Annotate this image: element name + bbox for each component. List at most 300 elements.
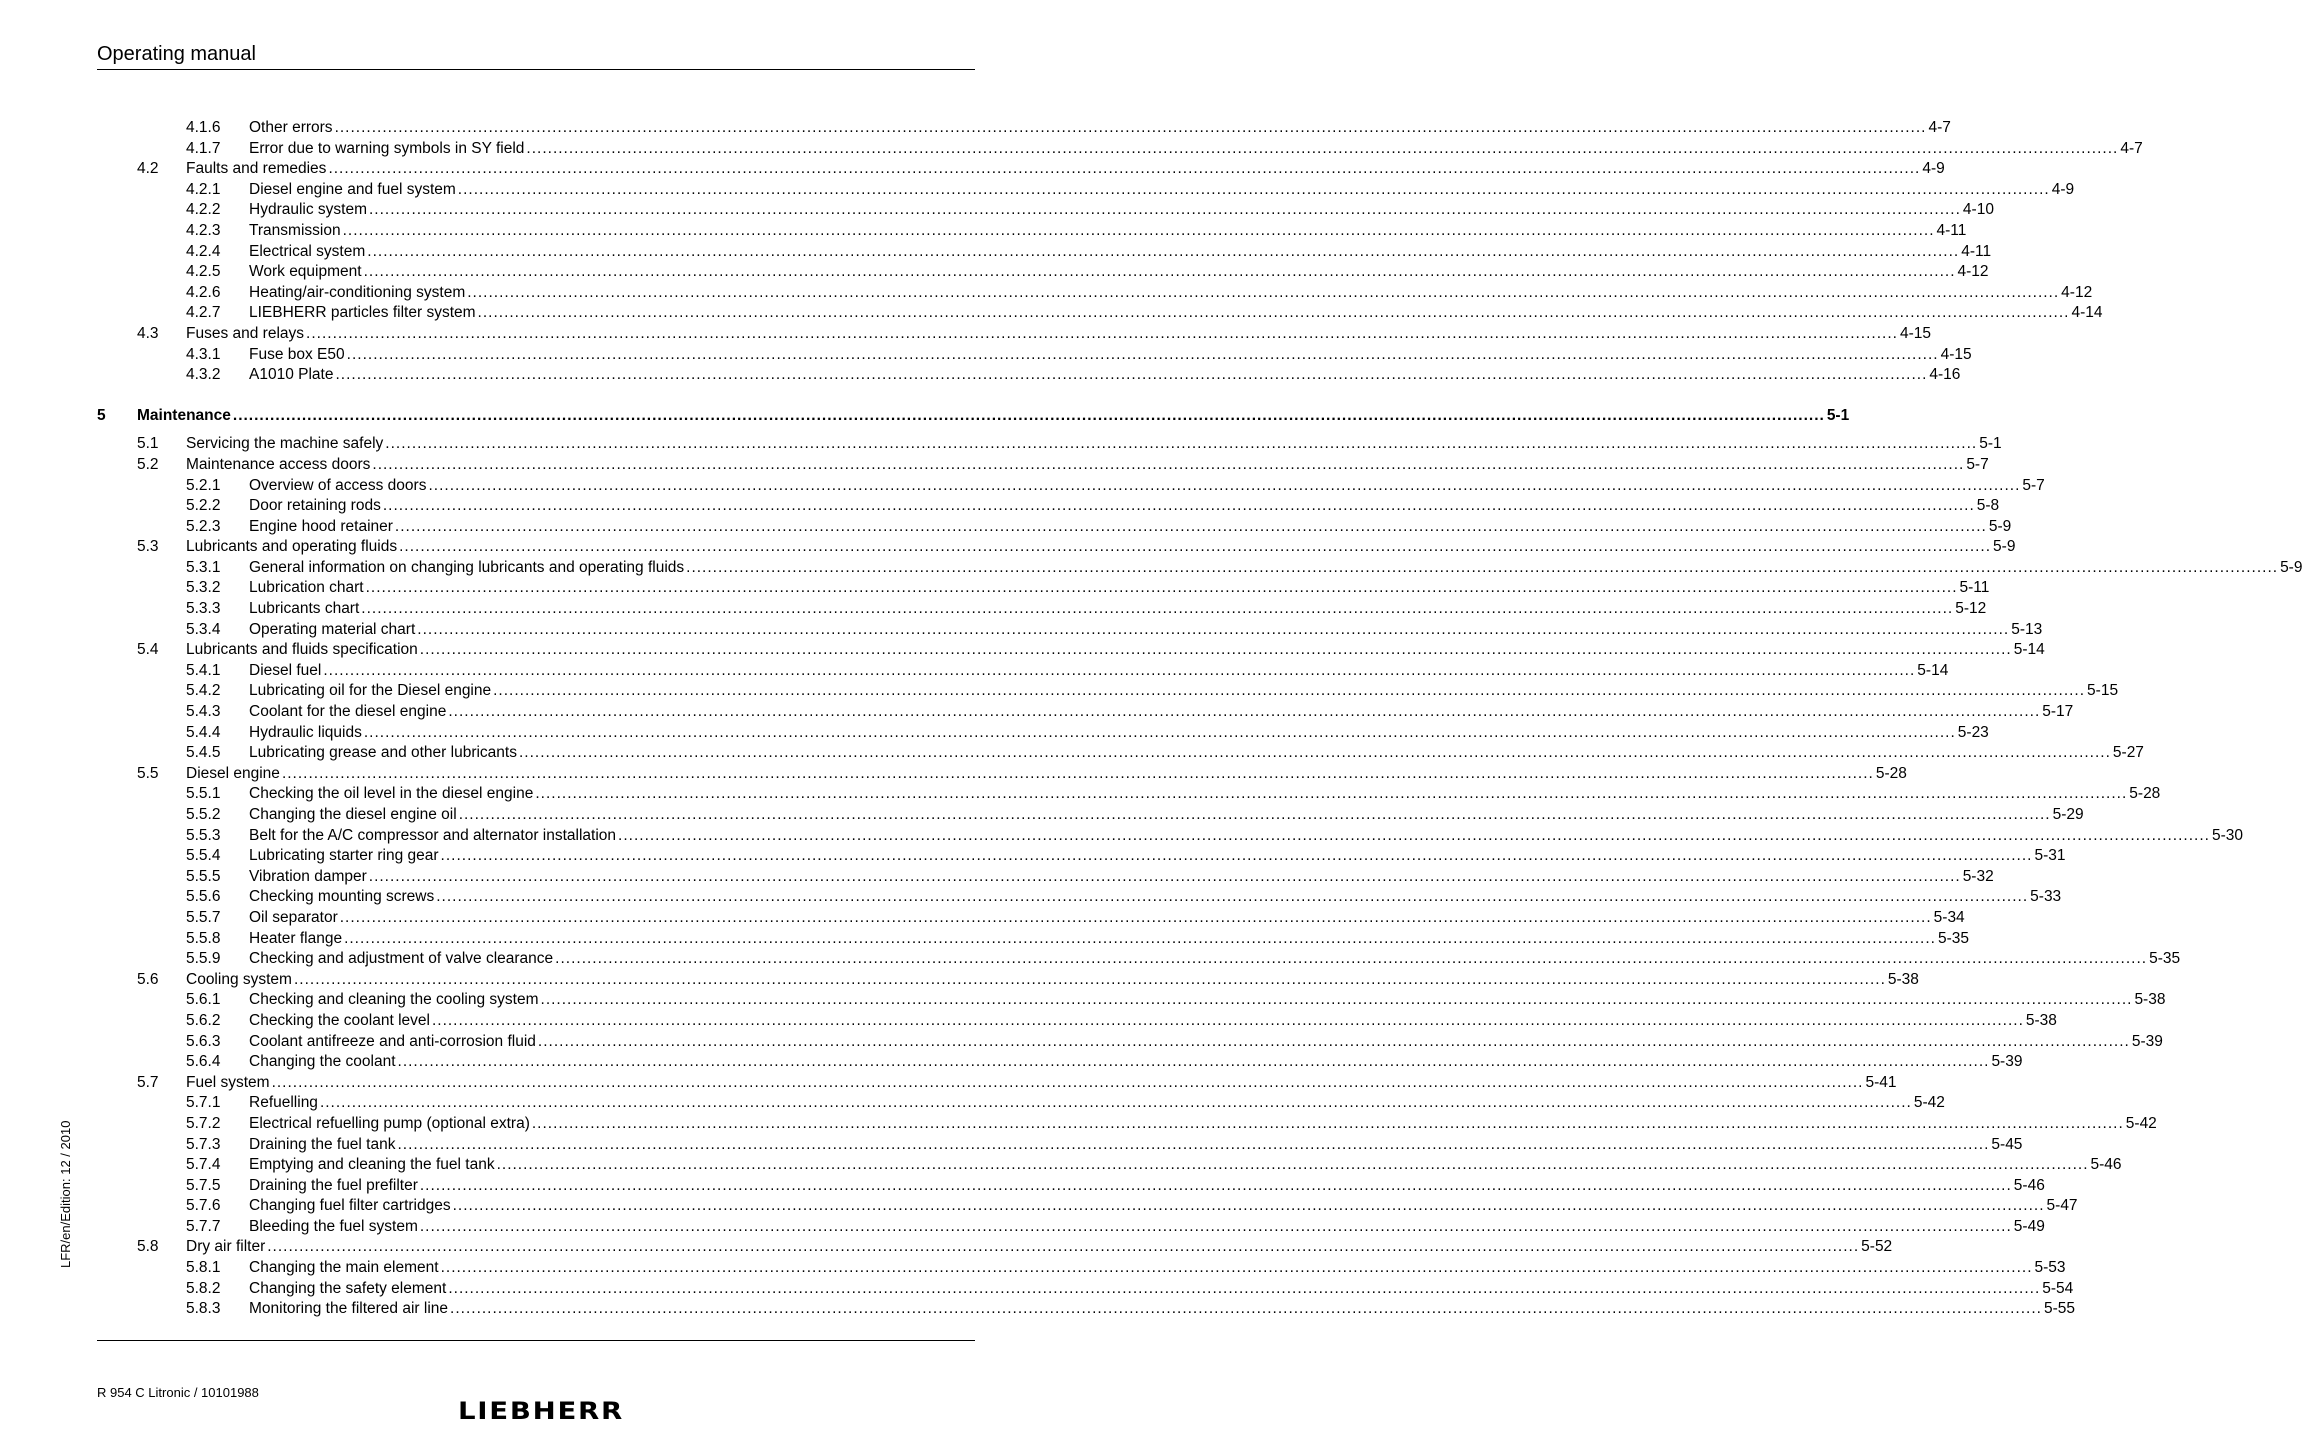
- toc-entry-title: Hydraulic liquids: [249, 723, 362, 741]
- toc-entry-page: 4-11: [1961, 242, 1992, 260]
- toc-entry[interactable]: [97, 180, 2075, 201]
- toc-entry-page: 5-54: [2042, 1279, 2074, 1297]
- toc-entry[interactable]: [97, 681, 2119, 702]
- toc-entry-page: 5-29: [2052, 806, 2084, 823]
- toc-entry-title: Checking and cleaning the cooling system: [249, 991, 539, 1009]
- toc-entry-title: Heating/air-conditioning system: [249, 283, 466, 301]
- dot-leader: ............................................................................................................................................................................................................................................................................................................: [448, 703, 2041, 721]
- toc-entry-page: 5-46: [2090, 1156, 2122, 1174]
- toc-entry-number: 4.3: [137, 324, 159, 342]
- toc-entry-title: Lubricants chart: [249, 600, 360, 618]
- toc-entry[interactable]: [97, 970, 1919, 991]
- dot-leader: ............................................................................................................................................................................................................................................................................................................: [686, 558, 2279, 576]
- toc-entry-title: Checking mounting screws: [249, 888, 435, 906]
- toc-entry-page: 4-14: [2071, 304, 2103, 322]
- toc-entry-title: Dry air filter: [186, 1238, 266, 1256]
- toc-entry-page: 5-7: [2022, 476, 2045, 494]
- toc-entry-leader: [249, 1279, 2074, 1300]
- toc-entry-title: Operating material chart: [249, 620, 416, 638]
- dot-leader: ............................................................................................................................................................................................................................................................................................................: [323, 661, 1916, 679]
- toc-entry[interactable]: [97, 661, 1949, 682]
- toc-entry[interactable]: [97, 990, 2166, 1011]
- toc-entry-title: Coolant antifreeze and anti-corrosion fluid: [249, 1032, 536, 1050]
- toc-entry-page: 5-7: [1966, 455, 1989, 473]
- toc-entry-leader: [249, 1093, 1945, 1114]
- dot-leader: ............................................................................................................................................................................................................................................................................................................: [419, 1176, 2012, 1194]
- toc-entry-title: Changing fuel filter cartridges: [249, 1197, 451, 1215]
- toc-entry-title: Changing the coolant: [249, 1053, 396, 1071]
- toc-entry-page: 5-1: [1826, 406, 1850, 424]
- toc-entry[interactable]: [97, 345, 1972, 366]
- toc-entry-page: 5-11: [1959, 579, 1990, 597]
- dot-leader: ............................................................................................................................................................................................................................................................................................................: [458, 806, 2051, 823]
- toc-entry-page: 5-28: [1875, 764, 1907, 782]
- edition-label: LFR/en/Edition: 12 / 2010: [58, 1120, 73, 1268]
- toc-entry-page: 5-34: [1933, 908, 1965, 926]
- toc-entry-leader: [249, 949, 2181, 970]
- toc-entry-page: 5-45: [1991, 1135, 2023, 1153]
- toc-entry-title: Lubricants and operating fluids: [186, 538, 398, 556]
- dot-leader: ............................................................................................................................................................................................................................................................................................................: [399, 538, 1992, 556]
- toc-entry[interactable]: [97, 578, 1990, 599]
- dot-leader: ............................................................................................................................................................................................................................................................................................................: [306, 324, 1898, 342]
- toc-entry-leader: [249, 1196, 2078, 1217]
- toc-entry[interactable]: [97, 805, 2084, 826]
- toc-entry-leader: [249, 929, 1970, 950]
- toc-entry-leader: [249, 743, 2144, 764]
- toc-entry-page: 5-55: [2043, 1300, 2075, 1318]
- toc-entry-number: 4.1.6: [186, 119, 221, 136]
- toc-entry[interactable]: [97, 949, 2181, 970]
- toc-entry-number: 4.2.3: [186, 221, 221, 239]
- dot-leader: ............................................................................................................................................................................................................................................................................................................: [339, 908, 1932, 926]
- toc-entry-title: Belt for the A/C compressor and alternator installation: [249, 826, 617, 844]
- toc-entry-page: 5-53: [2034, 1259, 2066, 1277]
- dot-leader: ............................................................................................................................................................................................................................................................................................................: [436, 888, 2029, 906]
- toc-entry-title: Checking and adjustment of valve clearance: [249, 950, 554, 968]
- dot-leader: ............................................................................................................................................................................................................................................................................................................: [477, 304, 2070, 322]
- toc-entry-title: Diesel fuel: [249, 661, 322, 679]
- toc-entry-title: Emptying and cleaning the fuel tank: [249, 1156, 495, 1174]
- dot-leader: ............................................................................................................................................................................................................................................................................................................: [328, 160, 1921, 178]
- toc-entry-title: General information on changing lubricants and operating fluids: [249, 558, 685, 576]
- toc-entry-page: 4-10: [1962, 201, 1994, 219]
- dot-leader: ............................................................................................................................................................................................................................................................................................................: [319, 1094, 1912, 1112]
- toc-entry[interactable]: [97, 764, 1907, 785]
- toc-entry[interactable]: [97, 159, 1945, 180]
- toc-entry[interactable]: [97, 599, 1987, 620]
- toc-entry-leader: [249, 846, 2066, 867]
- toc-entry-title: Heater flange: [249, 929, 343, 947]
- toc-entry-leader: [186, 640, 2045, 661]
- toc-entry-page: 5-9: [1993, 538, 2016, 556]
- dot-leader: ............................................................................................................................................................................................................................................................................................................: [346, 345, 1939, 363]
- toc-entry-page: 5-1: [1979, 435, 2002, 453]
- toc-entry-number: 5.6: [137, 970, 159, 988]
- toc-entry-number: 5.4.5: [186, 744, 221, 762]
- toc-entry-page: 5-30: [2211, 826, 2243, 844]
- toc-chapter-entry[interactable]: [97, 406, 1850, 427]
- toc-entry-page: 4-15: [1940, 345, 1972, 363]
- toc-entry[interactable]: [97, 1073, 1897, 1094]
- toc-entry-title: Cooling system: [186, 970, 292, 988]
- toc-entry-page: 4-7: [2120, 139, 2143, 157]
- toc-entry[interactable]: [97, 1258, 2066, 1279]
- toc-entry-number: 4.1.7: [186, 139, 221, 157]
- toc-entry-page: 5-38: [2025, 1011, 2057, 1029]
- toc-entry[interactable]: [97, 1299, 2075, 1320]
- dot-leader: ............................................................................................................................................................................................................................................................................................................: [367, 242, 1960, 260]
- toc-entry-leader: [249, 200, 1994, 221]
- toc-entry-title: Diesel engine and fuel system: [249, 180, 456, 198]
- toc-entry-number: 5.3: [137, 538, 159, 556]
- dot-leader: ............................................................................................................................................................................................................................................................................................................: [369, 201, 1961, 219]
- toc-entry-page: 5-9: [1988, 517, 2012, 535]
- toc-entry-leader: [249, 221, 1967, 242]
- toc-entry-leader: [249, 1258, 2066, 1279]
- dot-leader: ............................................................................................................................................................................................................................................................................................................: [385, 435, 1978, 453]
- toc-entry-number: 5.5.2: [186, 806, 221, 823]
- toc-entry[interactable]: [97, 434, 2002, 455]
- dot-leader: ............................................................................................................................................................................................................................................................................................................: [397, 1053, 1990, 1071]
- toc-entry[interactable]: [97, 702, 2074, 723]
- toc-entry-title: LIEBHERR particles filter system: [249, 304, 476, 322]
- toc-entry-leader: [186, 324, 1931, 345]
- toc-entry-leader: [249, 1011, 2057, 1032]
- toc-entry-number: 5.3.4: [186, 620, 221, 638]
- toc-entry-number: 5.3.2: [186, 579, 221, 597]
- toc-entry-page: 5-46: [2013, 1176, 2045, 1194]
- toc-entry-title: Overview of access doors: [249, 476, 427, 494]
- toc-entry-number: 4.2.2: [186, 201, 221, 219]
- toc-entry-number: 5.5.5: [186, 867, 221, 885]
- toc-entry-title: Bleeding the fuel system: [249, 1217, 418, 1235]
- toc-entry[interactable]: [97, 1279, 2074, 1300]
- dot-leader: ............................................................................................................................................................................................................................................................................................................: [531, 1114, 2124, 1132]
- toc-entry-page: 5-13: [2011, 620, 2043, 638]
- toc-entry[interactable]: [97, 496, 2000, 517]
- toc-entry[interactable]: [97, 139, 2143, 160]
- toc-entry-title: Diesel engine: [186, 764, 280, 782]
- dot-leader: ............................................................................................................................................................................................................................................................................................................: [452, 1197, 2045, 1215]
- dot-leader: ............................................................................................................................................................................................................................................................................................................: [419, 1217, 2012, 1235]
- toc-entry[interactable]: [97, 640, 2045, 661]
- toc-entry-page: 5-38: [2134, 991, 2166, 1009]
- toc-entry-page: 4-12: [2061, 283, 2093, 301]
- toc-entry-number: 5.2.2: [186, 497, 221, 515]
- toc-entry[interactable]: [97, 200, 1994, 221]
- toc-entry-leader: [249, 702, 2074, 723]
- toc-entry-leader: [249, 887, 2062, 908]
- toc-entry[interactable]: [97, 303, 2103, 324]
- toc-entry-leader: [249, 1217, 2045, 1238]
- toc-entry[interactable]: [97, 262, 1989, 283]
- toc-entry-page: 5-42: [1913, 1094, 1945, 1112]
- toc-entry-number: 5.4: [137, 641, 159, 659]
- toc-entry-number: 5.7: [137, 1073, 159, 1091]
- toc-entry[interactable]: [97, 908, 1965, 929]
- toc-entry-number: 5.6.3: [186, 1032, 221, 1050]
- toc-entry-title: Fuse box E50: [249, 345, 345, 363]
- dot-leader: ............................................................................................................................................................................................................................................................................................................: [555, 950, 2148, 968]
- toc-entry-number: 5.5.8: [186, 929, 221, 947]
- toc-entry-leader: [249, 1176, 2045, 1197]
- toc-entry-page: 5-42: [2125, 1114, 2157, 1132]
- toc-entry[interactable]: [97, 620, 2043, 641]
- dot-leader: ............................................................................................................................................................................................................................................................................................................: [335, 366, 1928, 384]
- toc-entry-title: A1010 Plate: [249, 366, 334, 384]
- toc-entry-number: 5.8.2: [186, 1279, 221, 1297]
- dot-leader: ............................................................................................................................................................................................................................................................................................................: [440, 847, 2033, 865]
- dot-leader: ............................................................................................................................................................................................................................................................................................................: [267, 1238, 1860, 1256]
- toc-entry-title: Servicing the machine safely: [186, 435, 384, 453]
- dot-leader: ............................................................................................................................................................................................................................................................................................................: [281, 764, 1874, 782]
- toc-entry-number: 5.8.1: [186, 1259, 221, 1277]
- toc-entry-leader: [249, 345, 1972, 366]
- toc-entry-number: 5.7.2: [186, 1114, 221, 1132]
- dot-leader: ............................................................................................................................................................................................................................................................................................................: [457, 180, 2050, 198]
- toc-entry[interactable]: [97, 537, 2016, 558]
- dot-leader: ............................................................................................................................................................................................................................................................................................................: [368, 867, 1961, 885]
- toc-entry-number: 5.5.7: [186, 908, 221, 926]
- toc-entry[interactable]: [97, 1196, 2078, 1217]
- toc-entry-title: Lubricating oil for the Diesel engine: [249, 682, 492, 700]
- toc-entry-leader: [249, 1052, 2023, 1073]
- toc-entry-number: 5.2: [137, 455, 159, 473]
- toc-entry-page: 4-15: [1899, 324, 1931, 342]
- bottom-rule: [97, 1340, 975, 1341]
- toc-entry-leader: [249, 1032, 2163, 1053]
- dot-leader: ............................................................................................................................................................................................................................................................................................................: [394, 517, 1987, 535]
- toc-entry-number: 5.5.4: [186, 847, 221, 865]
- toc-entry-number: 5.7.7: [186, 1217, 221, 1235]
- liebherr-logo: LIEBHERR: [458, 1397, 625, 1425]
- toc-entry-title: Checking the coolant level: [249, 1011, 430, 1029]
- toc-entry-leader: [186, 434, 2002, 455]
- toc-entry-leader: [249, 262, 1989, 283]
- toc-entry-leader: [249, 599, 1987, 620]
- toc-entry-title: Changing the diesel engine oil: [249, 806, 457, 823]
- toc-entry[interactable]: [97, 118, 1951, 139]
- dot-leader: ............................................................................................................................................................................................................................................................................................................: [431, 1011, 2024, 1029]
- toc-entry[interactable]: [97, 1114, 2157, 1135]
- toc-entry-page: 5-33: [2030, 888, 2062, 906]
- toc-entry-page: 5-49: [2013, 1217, 2045, 1235]
- toc-entry[interactable]: [97, 1011, 2057, 1032]
- dot-leader: ............................................................................................................................................................................................................................................................................................................: [526, 139, 2119, 157]
- toc-entry-title: Work equipment: [249, 263, 362, 281]
- toc-entry-number: 5.5.3: [186, 826, 221, 844]
- toc-entry-title: Lubricating starter ring gear: [249, 847, 439, 865]
- toc-entry[interactable]: [97, 867, 1994, 888]
- toc-entry-leader: [249, 784, 2161, 805]
- toc-entry[interactable]: [97, 476, 2045, 497]
- toc-entry-leader: [249, 990, 2166, 1011]
- toc-entry-page: 5-32: [1962, 867, 1994, 885]
- dot-leader: ............................................................................................................................................................................................................................................................................................................: [293, 970, 1886, 988]
- toc-entry-title: Error due to warning symbols in SY field: [249, 139, 525, 157]
- toc-entry-number: 5: [97, 406, 106, 424]
- toc-entry[interactable]: [97, 1155, 2122, 1176]
- toc-entry-page: 4-7: [1928, 119, 1951, 136]
- toc-entry[interactable]: [97, 221, 1967, 242]
- toc-entry-page: 5-17: [2042, 703, 2074, 721]
- toc-entry-leader: [186, 1073, 1897, 1094]
- toc-entry-leader: [249, 242, 1992, 263]
- toc-entry-number: 4.2: [137, 160, 159, 178]
- toc-entry[interactable]: [97, 784, 2161, 805]
- toc-entry[interactable]: [97, 1176, 2045, 1197]
- dot-leader: ............................................................................................................................................................................................................................................................................................................: [363, 723, 1956, 741]
- toc-entry-page: 4-9: [2051, 180, 2075, 198]
- toc-entry-number: 5.2.3: [186, 517, 221, 535]
- document-reference: R 954 C Litronic / 10101988: [97, 1385, 259, 1400]
- toc-entry[interactable]: [97, 1052, 2023, 1073]
- toc-entry[interactable]: [97, 1093, 1945, 1114]
- toc-entry-page: 5-15: [2087, 682, 2119, 700]
- toc-entry-leader: [249, 826, 2243, 847]
- dot-leader: ............................................................................................................................................................................................................................................................................................................: [419, 641, 2012, 659]
- dot-leader: ............................................................................................................................................................................................................................................................................................................: [440, 1259, 2033, 1277]
- toc-entry-title: Lubricants and fluids specification: [186, 641, 418, 659]
- toc-entry-page: 5-27: [2112, 744, 2144, 762]
- dot-leader: ............................................................................................................................................................................................................................................................................................................: [365, 579, 1958, 597]
- dot-leader: ............................................................................................................................................................................................................................................................................................................: [467, 283, 2060, 301]
- header-rule: [97, 69, 975, 70]
- toc-entry[interactable]: [97, 1135, 2023, 1156]
- dot-leader: ............................................................................................................................................................................................................................................................................................................: [361, 600, 1954, 618]
- dot-leader: ............................................................................................................................................................................................................................................................................................................: [537, 1032, 2130, 1050]
- dot-leader: ............................................................................................................................................................................................................................................................................................................: [232, 406, 1825, 424]
- toc-entry[interactable]: [97, 558, 2302, 579]
- toc-entry-page: 5-39: [2131, 1032, 2163, 1050]
- toc-entry-title: Maintenance: [137, 406, 231, 424]
- toc-entry-title: Changing the safety element: [249, 1279, 447, 1297]
- toc-entry[interactable]: [97, 723, 1989, 744]
- toc-entry-leader: [249, 283, 2093, 304]
- toc-entry-number: 5.7.4: [186, 1156, 221, 1174]
- toc-entry-title: Engine hood retainer: [249, 517, 393, 535]
- toc-entry-title: Draining the fuel tank: [249, 1135, 396, 1153]
- toc-entry-title: Lubricating grease and other lubricants: [249, 744, 517, 762]
- toc-entry-page: 4-11: [1936, 221, 1967, 239]
- toc-entry-number: 5.7.5: [186, 1176, 221, 1194]
- toc-entry[interactable]: [97, 324, 1931, 345]
- toc-entry-title: Checking the oil level in the diesel engine: [249, 785, 534, 803]
- toc-entry-page: 5-31: [2034, 847, 2066, 865]
- toc-entry-leader: [249, 558, 2302, 579]
- toc-entry-page: 5-41: [1865, 1073, 1897, 1091]
- toc-entry[interactable]: [97, 1217, 2045, 1238]
- toc-entry-leader: [249, 908, 1965, 929]
- toc-entry-leader: [249, 118, 1951, 139]
- toc-entry[interactable]: [97, 1032, 2163, 1053]
- toc-entry-number: 4.2.1: [186, 180, 221, 198]
- dot-leader: ............................................................................................................................................................................................................................................................................................................: [518, 744, 2111, 762]
- dot-leader: ............................................................................................................................................................................................................................................................................................................: [363, 263, 1956, 281]
- toc-entry-title: Changing the main element: [249, 1259, 439, 1277]
- toc-entry-title: Maintenance access doors: [186, 455, 371, 473]
- toc-entry-page: 5-28: [2129, 785, 2161, 803]
- dot-leader: ............................................................................................................................................................................................................................................................................................................: [334, 119, 1927, 136]
- toc-entry[interactable]: [97, 846, 2066, 867]
- toc-entry-leader: [249, 365, 1961, 386]
- toc-entry[interactable]: [97, 517, 2012, 538]
- toc-entry-number: 5.8.3: [186, 1300, 221, 1318]
- toc-entry-leader: [249, 620, 2043, 641]
- toc-entry-leader: [249, 805, 2084, 826]
- toc-entry[interactable]: [97, 929, 1970, 950]
- toc-entry-page: 5-12: [1955, 600, 1987, 618]
- dot-leader: ............................................................................................................................................................................................................................................................................................................: [417, 620, 2010, 638]
- toc-entry-number: 5.6.2: [186, 1011, 221, 1029]
- toc-entry-number: 4.2.4: [186, 242, 221, 260]
- toc-entry-number: 5.3.3: [186, 600, 221, 618]
- toc-entry-page: 5-47: [2046, 1197, 2078, 1215]
- toc-entry-page: 5-14: [2013, 641, 2045, 659]
- toc-entry[interactable]: [97, 1237, 1893, 1258]
- toc-entry[interactable]: [97, 887, 2062, 908]
- toc-entry-leader: [249, 661, 1949, 682]
- toc-entry-number: 5.7.3: [186, 1135, 221, 1153]
- dot-leader: ............................................................................................................................................................................................................................................................................................................: [450, 1300, 2042, 1318]
- toc-entry-page: 5-38: [1887, 970, 1919, 988]
- toc-entry-leader: [249, 180, 2075, 201]
- toc-entry-title: Draining the fuel prefilter: [249, 1176, 418, 1194]
- toc-entry[interactable]: [97, 365, 1961, 386]
- toc-entry[interactable]: [97, 455, 1989, 476]
- dot-leader: ............................................................................................................................................................................................................................................................................................................: [540, 991, 2133, 1009]
- toc-entry-leader: [137, 406, 1850, 427]
- toc-entry-leader: [249, 681, 2119, 702]
- toc-entry-leader: [186, 537, 2016, 558]
- toc-entry-title: Faults and remedies: [186, 160, 327, 178]
- toc-entry-page: 5-14: [1917, 661, 1949, 679]
- toc-entry-leader: [249, 1155, 2122, 1176]
- page-header-title: Operating manual: [97, 43, 256, 65]
- toc-entry[interactable]: [97, 242, 1992, 263]
- dot-leader: ............................................................................................................................................................................................................................................................................................................: [342, 221, 1935, 239]
- toc-entry-number: 5.7.6: [186, 1197, 221, 1215]
- toc-entry-number: 4.2.5: [186, 263, 221, 281]
- toc-entry-number: 5.5.1: [186, 785, 221, 803]
- dot-leader: ............................................................................................................................................................................................................................................................................................................: [397, 1135, 1990, 1153]
- toc-entry-leader: [186, 159, 1945, 180]
- toc-entry-leader: [249, 867, 1994, 888]
- toc-entry[interactable]: [97, 826, 2243, 847]
- toc-entry[interactable]: [97, 743, 2144, 764]
- toc-entry-page: 4-12: [1957, 263, 1989, 281]
- toc-entry[interactable]: [97, 283, 2093, 304]
- toc-entry-leader: [249, 476, 2045, 497]
- toc-entry-title: Lubrication chart: [249, 579, 364, 597]
- dot-leader: ............................................................................................................................................................................................................................................................................................................: [344, 929, 1936, 947]
- dot-leader: ............................................................................................................................................................................................................................................................................................................: [493, 682, 2086, 700]
- toc-entry-number: 5.4.3: [186, 703, 221, 721]
- toc-entry-title: Refuelling: [249, 1094, 318, 1112]
- toc-entry-leader: [249, 578, 1990, 599]
- toc-entry-page: 5-52: [1861, 1238, 1893, 1256]
- toc-entry-page: 4-9: [1922, 160, 1945, 178]
- dot-leader: ............................................................................................................................................................................................................................................................................................................: [372, 455, 1965, 473]
- toc-entry-leader: [249, 303, 2103, 324]
- toc-entry-number: 5.4.2: [186, 682, 221, 700]
- toc-entry-number: 5.3.1: [186, 558, 221, 576]
- toc-entry-page: 5-8: [1976, 497, 2000, 515]
- toc-entry-number: 5.1: [137, 435, 159, 453]
- dot-leader: ............................................................................................................................................................................................................................................................................................................: [618, 826, 2210, 844]
- toc-entry-number: 5.2.1: [186, 476, 221, 494]
